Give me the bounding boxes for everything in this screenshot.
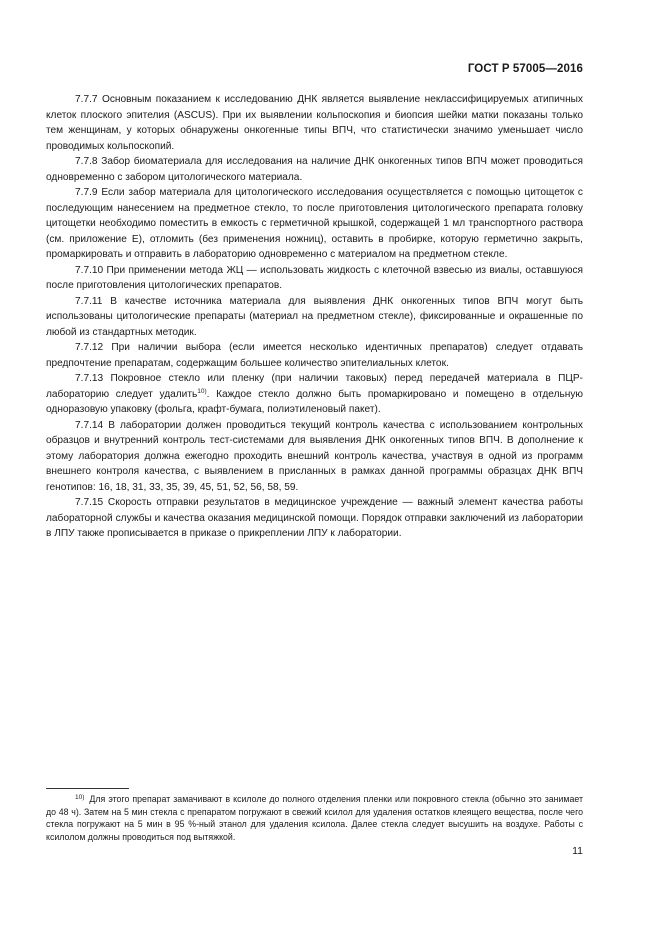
paragraph-7-7-13-part-2: . Каждое стекло должно быть промаркировано и помещено в отдельную одноразовую упаковку (фольга, крафт-бумага, полиэтиленовый пакет). xyxy=(46,388,584,415)
footnote-text: Для этого препарат замачивают в ксилоле до полного отделения пленки или покровного стекла (обычно это занимает до 48 ч). Затем на 5 мин стекла с препаратом погружают в свежий ксилол для удаления остатков клеящего вещества, после чего стекла погружают на 5 мин в 95 %-ный этанол для удаления ксилола. Далее стекла следует высушить на воздухе. Работы с ксилолом должны проводиться под вытяжкой. xyxy=(46,794,583,842)
footnote-separator xyxy=(46,788,129,789)
paragraph-7-7-8: 7.7.8 Забор биоматериала для исследования на наличие ДНК онкогенных типов ВПЧ может проводиться одновременно с забором цитологического материала. xyxy=(46,156,583,183)
paragraph-7-7-13 xyxy=(46,371,583,418)
main-text xyxy=(46,92,583,542)
footnote-10 xyxy=(46,793,583,843)
footnote-mark: 10) xyxy=(75,794,85,801)
footnote xyxy=(46,793,583,843)
page-number: 11 xyxy=(572,845,583,857)
document-code-header: ГОСТ Р 57005—2016 xyxy=(467,63,583,75)
paragraph-7-7-14: 7.7.14 В лаборатории должен проводиться текущий контроль качества с использованием контрольных образцов и внутренний контроль тест-системами для выявления ДНК онкогенных типов ВПЧ. В дополнение к этому лаборатория должна ежегодно проходить внешний контроль качества, участвуя в одной из программ внешнего контроля качества, с выявлением в присланных в рамках данной программы образцах ДНК ВПЧ генотипов: 16, 18, 31, 33, 35, 39, 45, 51, 52, 56, 58, 59. xyxy=(46,419,583,493)
paragraph-7-7-7: 7.7.7 Основным показанием к исследованию ДНК является выявление неклассифицируемых атипичных клеток плоского эпителия (ASCUS). При их выявлении кольпоскопия и биопсия шейки матки показаны только тем женщинам, у которых обнаружены онкогенные типы ВПЧ, что статистически значимо уменьшает число проводимых кольпоскопий. xyxy=(46,94,583,152)
footnote-reference[interactable]: 10) xyxy=(197,387,207,395)
paragraph-7-7-9: 7.7.9 Если забор материала для цитологического исследования осуществляется с помощью цитощеток с последующим нанесением на предметное стекло, то после приготовления цитологического препарата головку цитощетки необходимо поместить в емкость с герметичной крышкой, содержащей 1 мл транспортного раствора (см. приложение Е), отломить (без применения ножниц), оставить в пробирке, которую герметично закрыть, промаркировать и отправить в лабораторию одновременно с материалом на предметном стекле. xyxy=(46,187,583,260)
paragraph-7-7-13-part-1: 7.7.13 Покровное стекло или пленку (при наличии таковых) перед передачей материала в ПЦР-лабораторию следует удалить xyxy=(46,373,583,400)
paragraph-7-7-15: 7.7.15 Скорость отправки результатов в медицинское учреждение — важный элемент качества работы лабораторной службы и качества оказания медицинской помощи. Порядок отправки заключений из лаборатории в ЛПУ также прописывается в приказе о прикреплении ЛПУ к лаборатории. xyxy=(46,497,583,539)
paragraph-7-7-10: 7.7.10 При применении метода ЖЦ — использовать жидкость с клеточной взвесью из виалы, оставшуюся после приготовления цитологических препаратов. xyxy=(46,264,583,291)
paragraph-7-7-12: 7.7.12 При наличии выбора (если имеется несколько идентичных препаратов) следует отдавать предпочтение препаратам, содержащим большее количество эпителиальных клеток. xyxy=(46,342,583,369)
paragraph-7-7-11: 7.7.11 В качестве источника материала для выявления ДНК онкогенных типов ВПЧ могут быть использованы цитологические препараты (материал на предметном стекле), фиксированные и окрашенные по любой из стандартных методик. xyxy=(46,295,583,338)
